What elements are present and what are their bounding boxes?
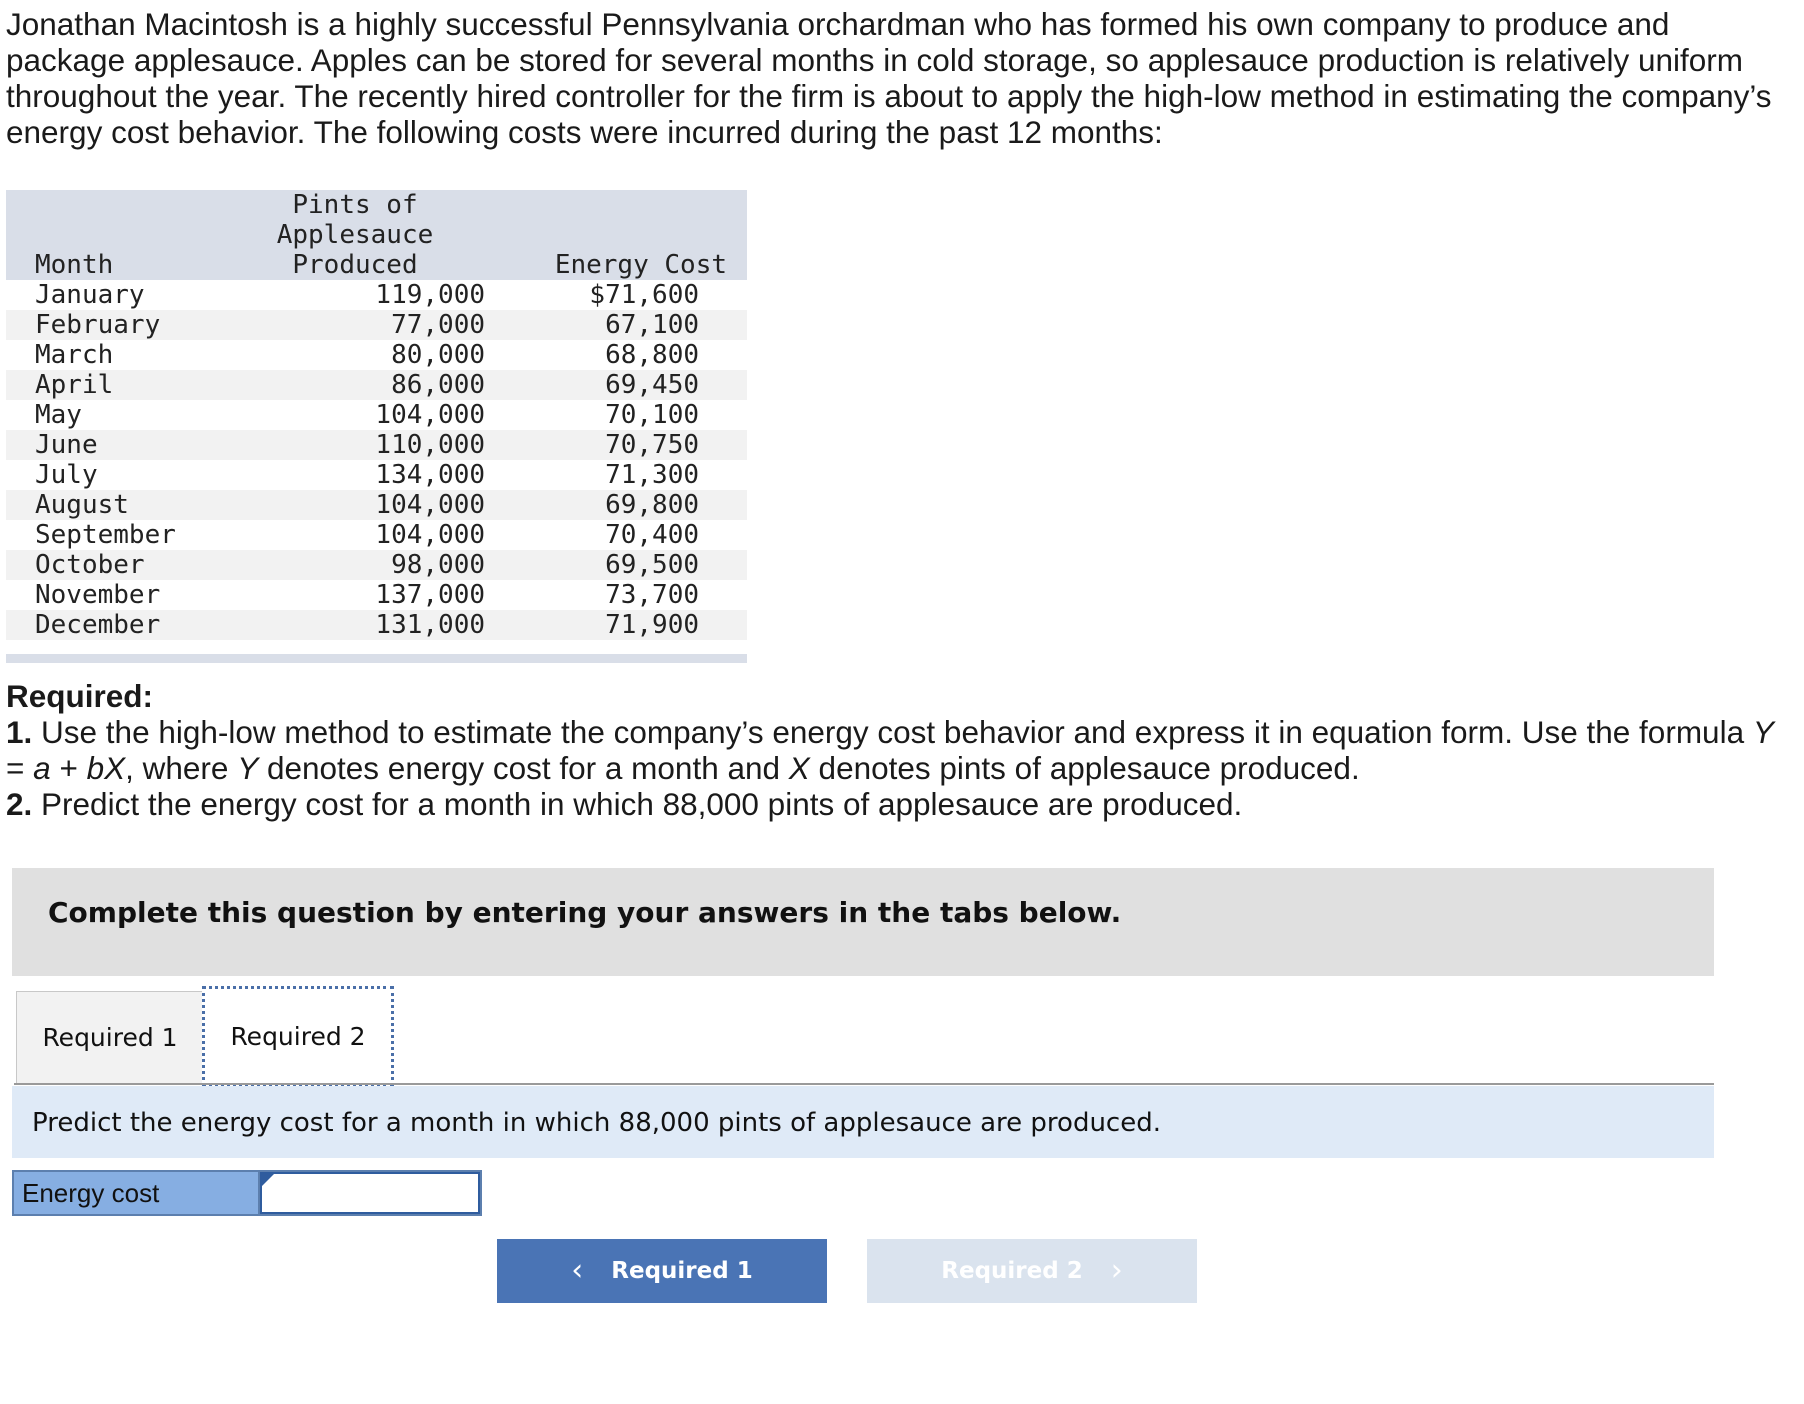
table-row: [6, 490, 747, 520]
cell-month: August: [6, 490, 205, 520]
cell-month: July: [35, 460, 98, 490]
cell-pints: 104,000: [375, 520, 485, 550]
prev-button-label: Required 1: [611, 1258, 753, 1284]
cell-pints: 77,000: [205, 310, 485, 340]
table-row: [6, 580, 747, 610]
table-row: [6, 430, 747, 460]
cell-energy-cost: 68,800: [605, 340, 699, 370]
table-row: [6, 400, 747, 430]
cell-energy-cost: 70,750: [485, 430, 747, 460]
table-footer-bar: [6, 654, 747, 663]
table-row: [6, 460, 747, 490]
cell-month: April: [6, 370, 205, 400]
prev-required-1-button[interactable]: [497, 1239, 827, 1303]
cell-energy-cost: 73,700: [605, 580, 699, 610]
header-month: Month: [6, 190, 205, 280]
cell-month: February: [6, 310, 205, 340]
question-prompt-banner: [12, 1086, 1714, 1158]
next-required-2-button[interactable]: [867, 1239, 1197, 1303]
instructions-text: Complete this question by entering your answers in the tabs below.: [48, 896, 1122, 929]
cell-month: October: [6, 550, 205, 580]
cell-energy-cost: 71,900: [485, 610, 747, 640]
tab-required-2[interactable]: Required 2: [202, 986, 394, 1086]
chevron-right-icon: ›: [1110, 1253, 1123, 1288]
required-item-2: 2. Predict the energy cost for a month in which 88,000 pints of applesauce are produced.: [6, 786, 1243, 822]
table-row: [6, 280, 747, 310]
cell-pints: 80,000: [391, 340, 485, 370]
cell-energy-cost: 69,450: [485, 370, 747, 400]
next-button-label: Required 2: [941, 1258, 1083, 1284]
cell-pints: 86,000: [205, 370, 485, 400]
cost-data-table: [6, 190, 747, 663]
cell-energy-cost: 69,500: [485, 550, 747, 580]
cell-energy-cost: 71,300: [605, 460, 699, 490]
table-row: [6, 370, 747, 400]
table-row: [6, 550, 747, 580]
tab-required-1[interactable]: Required 1: [16, 991, 204, 1083]
required-section: [6, 678, 1796, 822]
cell-month: November: [35, 580, 161, 610]
cell-pints: 110,000: [205, 430, 485, 460]
cell-month: March: [35, 340, 114, 370]
cell-energy-cost: $71,600: [589, 280, 699, 310]
energy-cost-input[interactable]: [260, 1172, 480, 1214]
cell-pints: 134,000: [375, 460, 485, 490]
cell-energy-cost: 70,400: [605, 520, 699, 550]
problem-intro: Jonathan Macintosh is a highly successful Pennsylvania orchardman who has formed his own company to produce and package applesauce. Apples can be stored for several months in cold storage, so applesauce production is relatively uniform throughout the year. The recently hired controller for the firm is about to apply the high-low method in estimating the company’s energy cost behavior. The following costs were incurred during the past 12 months:: [6, 6, 1772, 150]
table-row: [6, 610, 747, 640]
cell-energy-cost: 67,100: [485, 310, 747, 340]
cell-energy-cost: 69,800: [485, 490, 747, 520]
cell-pints: 98,000: [205, 550, 485, 580]
instructions-banner: [12, 868, 1714, 976]
cell-pints: 131,000: [205, 610, 485, 640]
header-energy-cost: Energy Cost: [485, 190, 747, 280]
energy-cost-label: Energy cost: [12, 1170, 260, 1216]
required-heading: Required:: [6, 678, 154, 714]
question-prompt: Predict the energy cost for a month in which 88,000 pints of applesauce are produced.: [32, 1108, 1161, 1138]
answer-row: [12, 1170, 482, 1216]
table-body: [6, 280, 747, 663]
header-pints: Pints of Applesauce Produced: [205, 190, 485, 280]
cell-month: June: [6, 430, 205, 460]
chevron-left-icon: ‹: [571, 1253, 584, 1288]
energy-cost-input-wrap: [260, 1170, 482, 1216]
tabs-divider: [14, 1083, 1714, 1085]
input-corner-flag-icon: [262, 1174, 274, 1186]
cell-month: May: [35, 400, 82, 430]
table-row: [6, 340, 747, 370]
cell-pints: 104,000: [205, 490, 485, 520]
table-row: [6, 520, 747, 550]
cell-pints: 119,000: [375, 280, 485, 310]
required-item-1: 1. Use the high-low method to estimate the company’s energy cost behavior and express it in equation form. Use the formula Y = a + bX, where Y denotes energy cost for a month and X denotes pints of applesauce produced.: [6, 714, 1774, 786]
cell-month: September: [35, 520, 176, 550]
cell-pints: 104,000: [375, 400, 485, 430]
table-spacer: [6, 640, 747, 654]
cell-month: January: [35, 280, 145, 310]
cell-month: December: [6, 610, 205, 640]
table-row: [6, 310, 747, 340]
cell-pints: 137,000: [375, 580, 485, 610]
cell-energy-cost: 70,100: [605, 400, 699, 430]
